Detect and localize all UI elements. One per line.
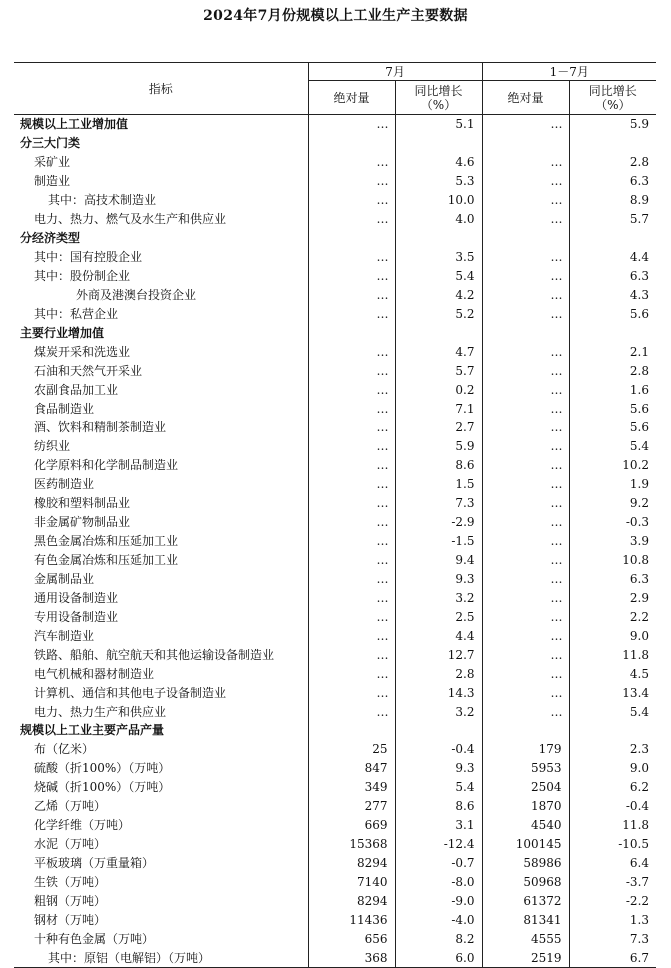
month-yoy-value: -0.4 xyxy=(395,740,482,759)
month-absolute-value: 11436 xyxy=(308,910,395,929)
ytd-yoy-value: -3.7 xyxy=(569,873,656,892)
row-label: 黑色金属冶炼和压延加工业 xyxy=(34,534,179,549)
ytd-yoy-value: 11.8 xyxy=(569,816,656,835)
table-row xyxy=(14,570,656,589)
table-row xyxy=(14,380,656,399)
ytd-absolute-value: … xyxy=(482,551,569,570)
month-absolute-value: … xyxy=(308,532,395,551)
ytd-absolute-value: … xyxy=(482,248,569,267)
ytd-absolute-value: 5953 xyxy=(482,759,569,778)
row-label: 主要行业增加值 xyxy=(20,325,105,340)
row-label: 布（亿米） xyxy=(34,742,95,757)
yoy-unit: （%） xyxy=(420,97,457,112)
month-yoy-value xyxy=(395,134,482,153)
month-absolute-value: … xyxy=(308,645,395,664)
month-absolute-value: … xyxy=(308,191,395,210)
ytd-yoy-value: 2.9 xyxy=(569,588,656,607)
table-row xyxy=(14,134,656,153)
row-label: 电气机械和器材制造业 xyxy=(34,666,155,681)
month-yoy-value: 4.2 xyxy=(395,285,482,304)
month-absolute-value: 847 xyxy=(308,759,395,778)
table-row xyxy=(14,645,656,664)
table-row xyxy=(14,797,656,816)
ytd-yoy-value: 4.4 xyxy=(569,248,656,267)
table-row xyxy=(14,115,656,134)
row-label: 分三大门类 xyxy=(20,136,81,151)
ytd-absolute-value: … xyxy=(482,702,569,721)
table-row xyxy=(14,456,656,475)
row-label: 专用设备制造业 xyxy=(34,609,119,624)
table-row xyxy=(14,702,656,721)
month-yoy-value: 14.3 xyxy=(395,683,482,702)
row-label: 化学纤维（万吨） xyxy=(34,818,131,833)
month-yoy-value: 5.3 xyxy=(395,172,482,191)
row-label: 食品制造业 xyxy=(34,401,95,416)
ytd-yoy-value: 9.2 xyxy=(569,494,656,513)
month-yoy-value: 9.3 xyxy=(395,759,482,778)
month-yoy-value: -0.7 xyxy=(395,854,482,873)
ytd-yoy-value: 1.6 xyxy=(569,380,656,399)
month-yoy-value: 12.7 xyxy=(395,645,482,664)
ytd-absolute-value: … xyxy=(482,115,569,134)
table-row xyxy=(14,285,656,304)
table-row xyxy=(14,342,656,361)
table-row xyxy=(14,248,656,267)
month-header: 7月 xyxy=(308,63,482,81)
ytd-yoy-value: 10.2 xyxy=(569,456,656,475)
ytd-yoy-value: 6.7 xyxy=(569,948,656,967)
row-label: 制造业 xyxy=(34,174,71,189)
month-absolute-value: 349 xyxy=(308,778,395,797)
month-absolute-value: … xyxy=(308,304,395,323)
month-absolute-value: 669 xyxy=(308,816,395,835)
ytd-absolute-value: 100145 xyxy=(482,835,569,854)
row-label: 水泥（万吨） xyxy=(34,837,107,852)
table-row xyxy=(14,399,656,418)
ytd-yoy-value: 9.0 xyxy=(569,626,656,645)
row-label: 规模以上工业主要产品产量 xyxy=(20,723,165,738)
month-yoy-value: -12.4 xyxy=(395,835,482,854)
ytd-absolute-value xyxy=(482,323,569,342)
row-label: 计算机、通信和其他电子设备制造业 xyxy=(34,685,227,700)
month-absolute-value: … xyxy=(308,153,395,172)
table-row xyxy=(14,854,656,873)
table-row xyxy=(14,267,656,286)
table-row xyxy=(14,759,656,778)
ytd-absolute-value: 179 xyxy=(482,740,569,759)
ytd-yoy-value xyxy=(569,134,656,153)
ytd-absolute-value: … xyxy=(482,418,569,437)
table-row xyxy=(14,304,656,323)
month-absolute-value: … xyxy=(308,475,395,494)
table-row xyxy=(14,626,656,645)
month-yoy-value: 7.3 xyxy=(395,494,482,513)
ytd-absolute-value: 1870 xyxy=(482,797,569,816)
ytd-yoy-value: 7.3 xyxy=(569,929,656,948)
row-label: 有色金属冶炼和压延加工业 xyxy=(34,553,179,568)
month-yoy-value: 10.0 xyxy=(395,191,482,210)
ytd-absolute-value: … xyxy=(482,285,569,304)
row-label: 石油和天然气开采业 xyxy=(34,363,143,378)
table-row xyxy=(14,172,656,191)
month-absolute-value: … xyxy=(308,551,395,570)
month-yoy-value: 0.2 xyxy=(395,380,482,399)
ytd-yoy-value: 5.9 xyxy=(569,115,656,134)
ytd-absolute-value: … xyxy=(482,304,569,323)
month-absolute-value: 7140 xyxy=(308,873,395,892)
table-row xyxy=(14,891,656,910)
month-absolute-value: … xyxy=(308,456,395,475)
month-absolute-value: … xyxy=(308,683,395,702)
ytd-absolute-value: … xyxy=(482,494,569,513)
ytd-yoy-header xyxy=(569,81,656,115)
month-yoy-value: 6.0 xyxy=(395,948,482,967)
month-absolute-value: … xyxy=(308,380,395,399)
month-absolute-value xyxy=(308,134,395,153)
ytd-yoy-value: 11.8 xyxy=(569,645,656,664)
ytd-absolute-value: 2519 xyxy=(482,948,569,967)
ytd-absolute-value: 61372 xyxy=(482,891,569,910)
month-yoy-header xyxy=(395,81,482,115)
month-absolute-value: … xyxy=(308,342,395,361)
month-yoy-value: 3.2 xyxy=(395,702,482,721)
ytd-yoy-value: 2.1 xyxy=(569,342,656,361)
table-row xyxy=(14,191,656,210)
month-yoy-value: 9.3 xyxy=(395,570,482,589)
ytd-absolute-value: … xyxy=(482,210,569,229)
month-absolute-value: … xyxy=(308,664,395,683)
ytd-yoy-value: -0.4 xyxy=(569,797,656,816)
month-yoy-value: 5.4 xyxy=(395,778,482,797)
month-absolute-value: … xyxy=(308,399,395,418)
row-label: 钢材（万吨） xyxy=(34,912,107,927)
table-row xyxy=(14,910,656,929)
ytd-absolute-value: 50968 xyxy=(482,873,569,892)
yoy-unit: （%） xyxy=(595,97,631,112)
ytd-yoy-value: 13.4 xyxy=(569,683,656,702)
month-yoy-value: 4.7 xyxy=(395,342,482,361)
ytd-absolute-value: 4555 xyxy=(482,929,569,948)
month-yoy-value xyxy=(395,323,482,342)
table-row xyxy=(14,437,656,456)
month-yoy-value: 5.7 xyxy=(395,361,482,380)
month-absolute-value: … xyxy=(308,626,395,645)
month-absolute-value: … xyxy=(308,267,395,286)
data-table xyxy=(14,62,656,968)
month-yoy-value: 2.5 xyxy=(395,607,482,626)
row-label: 电力、热力、燃气及水生产和供应业 xyxy=(34,212,227,227)
month-absolute-value: … xyxy=(308,702,395,721)
month-yoy-value: 1.5 xyxy=(395,475,482,494)
ytd-absolute-value: 58986 xyxy=(482,854,569,873)
table-row xyxy=(14,948,656,967)
table-row xyxy=(14,361,656,380)
ytd-yoy-value: -0.3 xyxy=(569,513,656,532)
ytd-absolute-value: … xyxy=(482,267,569,286)
month-absolute-value: … xyxy=(308,248,395,267)
yoy-label: 同比增长 xyxy=(414,83,463,98)
table-row xyxy=(14,721,656,740)
month-absolute-value: … xyxy=(308,437,395,456)
month-yoy-value: 3.5 xyxy=(395,248,482,267)
table-row xyxy=(14,873,656,892)
ytd-absolute-value xyxy=(482,229,569,248)
month-yoy-value: 2.8 xyxy=(395,664,482,683)
month-yoy-value: 5.9 xyxy=(395,437,482,456)
month-absolute-value: 8294 xyxy=(308,891,395,910)
row-label: 化学原料和化学制品制造业 xyxy=(34,458,179,473)
row-label: 其中：私营企业 xyxy=(34,306,119,321)
table-row xyxy=(14,683,656,702)
month-yoy-value: 2.7 xyxy=(395,418,482,437)
month-absolute-value: 8294 xyxy=(308,854,395,873)
month-yoy-value xyxy=(395,229,482,248)
ytd-absolute-value xyxy=(482,134,569,153)
ytd-absolute-value: … xyxy=(482,380,569,399)
ytd-yoy-value: 4.3 xyxy=(569,285,656,304)
month-yoy-value: 5.1 xyxy=(395,115,482,134)
month-absolute-value: … xyxy=(308,115,395,134)
month-absolute-value: … xyxy=(308,607,395,626)
ytd-absolute-value: … xyxy=(482,513,569,532)
ytd-absolute-value: … xyxy=(482,361,569,380)
table-row xyxy=(14,778,656,797)
row-label: 铁路、船舶、航空航天和其他运输设备制造业 xyxy=(34,647,275,662)
month-yoy-value: -8.0 xyxy=(395,873,482,892)
ytd-yoy-value: 2.8 xyxy=(569,361,656,380)
row-label: 十种有色金属（万吨） xyxy=(34,931,155,946)
month-absolute-header: 绝对量 xyxy=(308,81,395,115)
month-absolute-value xyxy=(308,323,395,342)
row-label: 通用设备制造业 xyxy=(34,590,119,605)
row-label: 煤炭开采和洗选业 xyxy=(34,344,131,359)
ytd-yoy-value xyxy=(569,323,656,342)
ytd-absolute-value: … xyxy=(482,342,569,361)
ytd-yoy-value: 10.8 xyxy=(569,551,656,570)
ytd-absolute-value: … xyxy=(482,588,569,607)
month-absolute-value: … xyxy=(308,418,395,437)
ytd-absolute-value: … xyxy=(482,456,569,475)
ytd-yoy-value: 6.3 xyxy=(569,172,656,191)
ytd-header: 1－7月 xyxy=(482,63,656,81)
row-label: 硫酸（折100%）（万吨） xyxy=(34,761,171,776)
month-yoy-value: 4.6 xyxy=(395,153,482,172)
ytd-absolute-value: 2504 xyxy=(482,778,569,797)
table-row xyxy=(14,494,656,513)
ytd-yoy-value: 6.4 xyxy=(569,854,656,873)
row-label: 粗钢（万吨） xyxy=(34,893,107,908)
row-label: 外商及港澳台投资企业 xyxy=(76,287,197,302)
month-yoy-value: 7.1 xyxy=(395,399,482,418)
ytd-yoy-value: 8.9 xyxy=(569,191,656,210)
ytd-yoy-value: 2.2 xyxy=(569,607,656,626)
month-absolute-value: … xyxy=(308,285,395,304)
ytd-absolute-value: … xyxy=(482,191,569,210)
month-yoy-value: 9.4 xyxy=(395,551,482,570)
month-yoy-value: -2.9 xyxy=(395,513,482,532)
ytd-yoy-value: -10.5 xyxy=(569,835,656,854)
row-label: 其中：股份制企业 xyxy=(34,268,131,283)
month-absolute-value: … xyxy=(308,588,395,607)
ytd-yoy-value: -2.2 xyxy=(569,891,656,910)
table-row xyxy=(14,229,656,248)
row-label: 采矿业 xyxy=(34,155,71,170)
month-yoy-value: -4.0 xyxy=(395,910,482,929)
table-row xyxy=(14,513,656,532)
indicator-header: 指标 xyxy=(14,63,308,115)
month-absolute-value xyxy=(308,229,395,248)
table-row xyxy=(14,664,656,683)
row-label: 规模以上工业增加值 xyxy=(20,117,129,132)
ytd-yoy-value: 5.7 xyxy=(569,210,656,229)
ytd-yoy-value: 4.5 xyxy=(569,664,656,683)
row-label: 平板玻璃（万重量箱） xyxy=(34,856,155,871)
ytd-absolute-value: … xyxy=(482,153,569,172)
month-absolute-value: 368 xyxy=(308,948,395,967)
table-body xyxy=(14,115,656,968)
ytd-absolute-value: … xyxy=(482,399,569,418)
ytd-absolute-value: … xyxy=(482,570,569,589)
table-row xyxy=(14,153,656,172)
month-absolute-value: … xyxy=(308,494,395,513)
ytd-absolute-value: … xyxy=(482,683,569,702)
month-yoy-value: 5.2 xyxy=(395,304,482,323)
row-label: 橡胶和塑料制品业 xyxy=(34,496,131,511)
ytd-absolute-header: 绝对量 xyxy=(482,81,569,115)
ytd-yoy-value xyxy=(569,721,656,740)
month-absolute-value: … xyxy=(308,361,395,380)
ytd-absolute-value: … xyxy=(482,645,569,664)
month-yoy-value: 3.2 xyxy=(395,588,482,607)
row-label: 其中：原铝（电解铝）（万吨） xyxy=(14,948,308,967)
table-row xyxy=(14,740,656,759)
ytd-absolute-value: 4540 xyxy=(482,816,569,835)
month-absolute-value: 15368 xyxy=(308,835,395,854)
month-yoy-value xyxy=(395,721,482,740)
ytd-absolute-value: 81341 xyxy=(482,910,569,929)
table-row xyxy=(14,210,656,229)
row-label: 乙烯（万吨） xyxy=(34,799,107,814)
month-yoy-value: 8.6 xyxy=(395,456,482,475)
yoy-label: 同比增长 xyxy=(588,83,637,98)
month-absolute-value: 25 xyxy=(308,740,395,759)
row-label: 电力、热力生产和供应业 xyxy=(34,704,167,719)
month-yoy-value: -1.5 xyxy=(395,532,482,551)
ytd-yoy-value: 9.0 xyxy=(569,759,656,778)
ytd-absolute-value xyxy=(482,721,569,740)
ytd-yoy-value: 3.9 xyxy=(569,532,656,551)
row-label: 分经济类型 xyxy=(20,231,81,246)
month-yoy-value: 5.4 xyxy=(395,267,482,286)
month-absolute-value xyxy=(308,721,395,740)
ytd-yoy-value: 5.4 xyxy=(569,702,656,721)
month-absolute-value: … xyxy=(308,210,395,229)
table-row xyxy=(14,418,656,437)
table-row xyxy=(14,475,656,494)
row-label: 医药制造业 xyxy=(34,477,95,492)
table-header xyxy=(14,63,656,115)
ytd-absolute-value: … xyxy=(482,532,569,551)
table-row xyxy=(14,551,656,570)
ytd-absolute-value: … xyxy=(482,437,569,456)
ytd-yoy-value: 1.9 xyxy=(569,475,656,494)
ytd-absolute-value: … xyxy=(482,172,569,191)
month-yoy-value: 3.1 xyxy=(395,816,482,835)
ytd-yoy-value: 6.3 xyxy=(569,267,656,286)
month-absolute-value: … xyxy=(308,513,395,532)
ytd-yoy-value: 5.4 xyxy=(569,437,656,456)
ytd-yoy-value: 5.6 xyxy=(569,399,656,418)
row-label: 烧碱（折100%）（万吨） xyxy=(34,780,171,795)
table-row xyxy=(14,816,656,835)
row-label: 酒、饮料和精制茶制造业 xyxy=(34,420,167,435)
ytd-yoy-value xyxy=(569,229,656,248)
row-label: 农副食品加工业 xyxy=(34,382,119,397)
month-absolute-value: 656 xyxy=(308,929,395,948)
month-yoy-value: 4.0 xyxy=(395,210,482,229)
ytd-yoy-value: 5.6 xyxy=(569,304,656,323)
table-row xyxy=(14,323,656,342)
ytd-yoy-value: 6.2 xyxy=(569,778,656,797)
month-yoy-value: 4.4 xyxy=(395,626,482,645)
ytd-yoy-value: 6.3 xyxy=(569,570,656,589)
row-label: 生铁（万吨） xyxy=(34,874,107,889)
ytd-yoy-value: 5.6 xyxy=(569,418,656,437)
table-row xyxy=(14,532,656,551)
row-label: 其中：高技术制造业 xyxy=(48,193,157,208)
month-yoy-value: 8.2 xyxy=(395,929,482,948)
table-row xyxy=(14,607,656,626)
row-label: 汽车制造业 xyxy=(34,628,95,643)
month-yoy-value: -9.0 xyxy=(395,891,482,910)
month-absolute-value: … xyxy=(308,172,395,191)
ytd-absolute-value: … xyxy=(482,664,569,683)
month-absolute-value: … xyxy=(308,570,395,589)
page-title: 2024年7月份规模以上工业生产主要数据 xyxy=(203,8,468,24)
row-label: 金属制品业 xyxy=(34,571,95,586)
row-label: 纺织业 xyxy=(34,439,71,454)
table-row xyxy=(14,588,656,607)
ytd-absolute-value: … xyxy=(482,475,569,494)
ytd-yoy-value: 2.3 xyxy=(569,740,656,759)
table-row xyxy=(14,835,656,854)
row-label: 其中：国有控股企业 xyxy=(34,250,143,265)
row-label: 非金属矿物制品业 xyxy=(34,515,131,530)
ytd-absolute-value: … xyxy=(482,607,569,626)
table-row xyxy=(14,929,656,948)
month-yoy-value: 8.6 xyxy=(395,797,482,816)
ytd-yoy-value: 1.3 xyxy=(569,910,656,929)
ytd-absolute-value: … xyxy=(482,626,569,645)
ytd-yoy-value: 2.8 xyxy=(569,153,656,172)
month-absolute-value: 277 xyxy=(308,797,395,816)
